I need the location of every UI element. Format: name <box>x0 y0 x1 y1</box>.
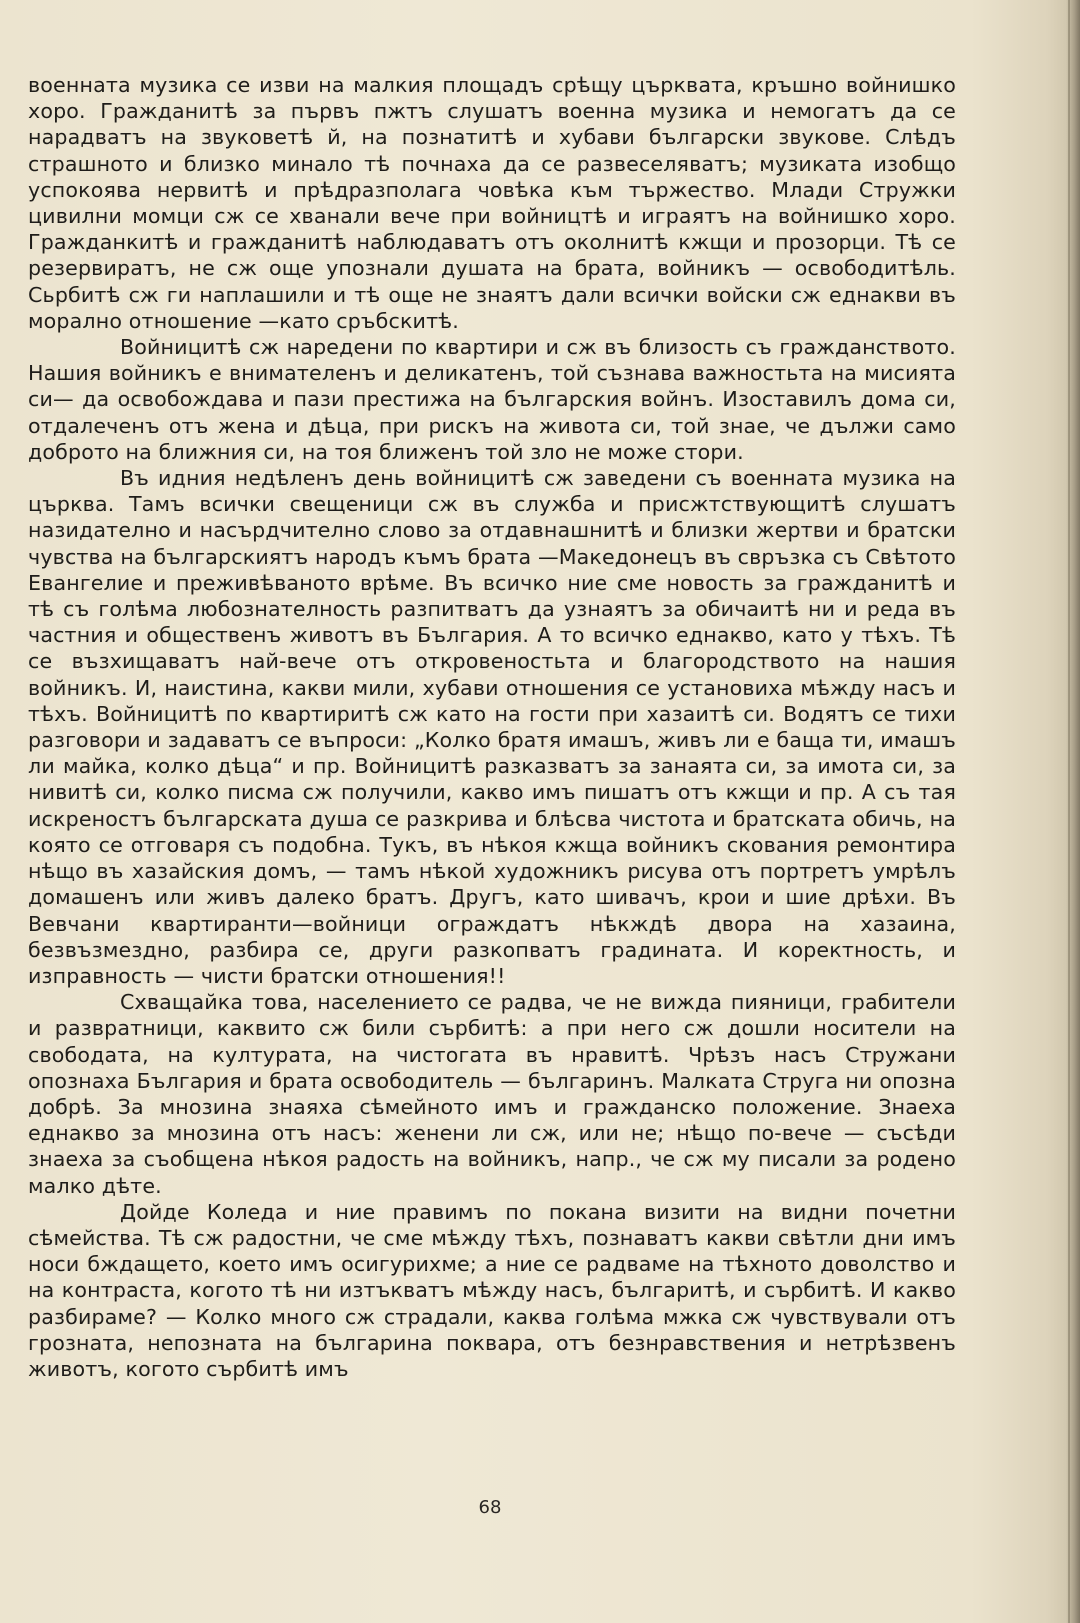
page-number: 68 <box>478 1497 502 1518</box>
paragraph-3: Въ идния недѣленъ день войницитѣ сж заведени съ военната музика на църква. Тамъ всички свещеници сж въ служба и присжтствующитѣ слушатъ назидателно и насърдчително слово за отдавнашнитѣ и близки жертви и братски чувства на българскиятъ народъ къмъ брата —Македонецъ въ свръзка съ Свѣтото Евангелие и преживѣваното врѣме. Въ всичко ние сме новость за гражданитѣ и тѣ съ голѣма любознателность разпитватъ да узнаятъ за обичаитѣ ни и реда въ частния и общественъ животъ въ България. А то всичко еднакво, като у тѣхъ. Тѣ се възхищаватъ най-вече отъ откровеностьта и благородството на нашия войникъ. И, наистина, какви мили, хубави отношения се установиха мѣжду насъ и тѣхъ. Войницитѣ по квартиритѣ сж като на гости при хазаитѣ си. Водятъ се тихи разговори и задаватъ се въпроси: „Колко братя имашъ, живъ ли е баща ти, имашъ ли майка, колко дѣца“ и пр. Войницитѣ разказватъ за занаята си, за имота си, за нивитѣ си, колко писма сж получили, какво имъ пишатъ отъ кжщи и пр. А съ тая искреностъ българската душа се разкрива и блѣсва чистота и братската обичь, на която се отговаря съ подобна. Тукъ, въ нѣкоя кжща войникъ скования ремонтира нѣщо въ хазайския домъ, — тамъ нѣкой художникъ рисува отъ портретъ умрѣлъ домашенъ или живъ далеко братъ. Другъ, като шивачъ, крои и шие дрѣхи. Въ Вевчани квартиранти—войници ограждатъ нѣкждѣ двора на хазаина, безвъзмездно, разбира се, други разкопватъ градината. И коректность, и изправность — чисти братски отношения!! <box>28 466 956 988</box>
paragraph-2: Войницитѣ сж наредени по квартири и сж въ близость съ гражданството. Нашия войникъ е внимателенъ и деликатенъ, той съзнава важностьта на мисията си— да освобождава и пази престижа на българския войнъ. Изоставилъ дома си, отдалеченъ отъ жена и дѣца, при рискъ на живота си, той знае, че дължи само доброто на ближния си, на тоя ближенъ той зло не може стори. <box>28 335 956 464</box>
paragraph-4: Схващайка това, населението се радва, че не вижда пияници, грабители и развратници, каквито сж били сърбитѣ: а при него сж дошли носители на свободата, на културата, на чистогата въ нравитѣ. Чрѣзъ насъ Стружани опознаха България и брата освободитель — българинъ. Малката Струга ни опозна добрѣ. За мнозина знаяха сѣмейното имъ и гражданско положение. Знаеха еднакво за мнозина отъ насъ: женени ли сж, или не; нѣщо по-вече — съсѣди знаеха за съобщена нѣкоя радость на войникъ, напр., че сж му писали за родено малко дѣте. <box>28 990 956 1198</box>
paragraph-5: Дойде Коледа и ние правимъ по покана визити на видни почетни сѣмейства. Тѣ сж радостни, че сме мѣжду тѣхъ, познаватъ какви свѣтли дни имъ носи бждащето, което имъ осигурихме; а ние се радваме на тѣхното доволство и на контраста, когото тѣ ни изтъкватъ мѣжду насъ, българитѣ, и сърбитѣ. И какво разбираме? — Колко много сж страдали, каква голѣма мжка сж чувствували отъ грозната, непозната на българина поквара, отъ безнравствения и нетрѣзвенъ животъ, когото сърбитѣ имъ <box>28 1199 956 1381</box>
body-text <box>28 72 956 1382</box>
paragraph-1: военната музика се изви на малкия площадъ срѣщу църквата, кръшно войнишко хоро. Гражданитѣ за първъ пжтъ слушатъ военна музика и немогатъ да се нарадватъ на звуковетѣ й, на познатитѣ и хубави български звукове. Слѣдъ страшното и близко минало тѣ почнаха да се развеселяватъ; музиката изобщо успокоява нервитѣ и прѣдразполага човѣка към тържество. Млади Стружки цивилни момци сж се хванали вече при войництѣ и играятъ на войнишко хоро. Гражданкитѣ и гражданитѣ наблюдаватъ отъ околнитѣ кжщи и прозорци. Тѣ се резервиратъ, не сж още упознали душата на брата, войникъ — освободитѣль. Сьрбитѣ сж ги наплашили и тѣ още не знаятъ дали всички войски сж еднакви въ морално отношение —като сръбскитѣ. <box>28 73 956 333</box>
book-spine-edge <box>1068 0 1070 1623</box>
